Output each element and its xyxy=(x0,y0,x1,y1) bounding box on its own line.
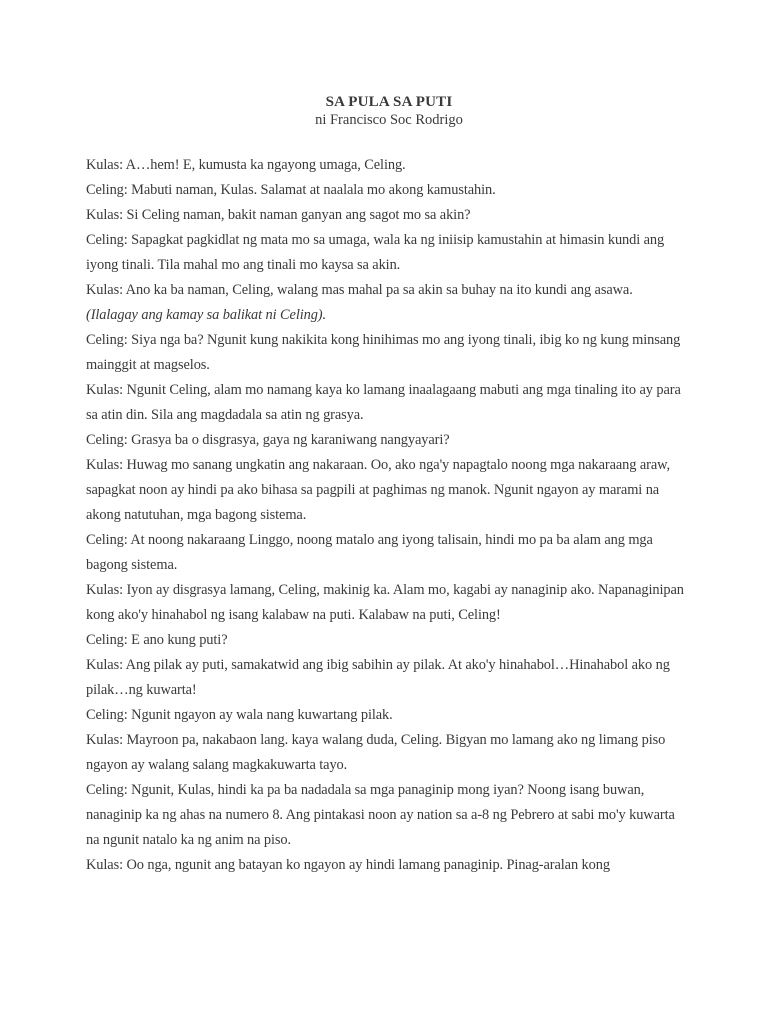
script-body xyxy=(86,153,684,878)
dialogue-line: Celing: Grasya ba o disgrasya, gaya ng karaniwang nangyayari? xyxy=(86,432,450,448)
dialogue-line: Kulas: Si Celing naman, bakit naman ganyan ang sagot mo sa akin? xyxy=(86,207,471,223)
dialogue-line: Kulas: Ang pilak ay puti, samakatwid ang ibig sabihin ay pilak. At ako'y hinahabol…Hinahabol ako ng pilak…ng kuwarta! xyxy=(86,657,670,698)
document-title: SA PULA SA PUTI xyxy=(325,94,453,110)
dialogue-line: Kulas: Oo nga, ngunit ang batayan ko ngayon ay hindi lamang panaginip. Pinag-aralan kong xyxy=(86,857,610,873)
dialogue-line: Kulas: Mayroon pa, nakabaon lang. kaya walang duda, Celing. Bigyan mo lamang ako ng limang piso ngayon ay walang salang magkakuwarta tayo. xyxy=(86,732,666,773)
dialogue-line: Celing: Sapagkat pagkidlat ng mata mo sa umaga, wala ka ng iniisip kamustahin at himasin kundi ang iyong tinali. Tila mahal mo ang tinali mo kaysa sa akin. xyxy=(86,232,665,273)
dialogue-line: Celing: E ano kung puti? xyxy=(86,632,228,648)
dialogue-line: Kulas: Iyon ay disgrasya lamang, Celing, makinig ka. Alam mo, kagabi ay nanaginip ako. Napanaginipan kong ako'y hinahabol ng isang kalabaw na puti. Kalabaw na puti, Celing! xyxy=(86,582,684,623)
document-author: ni Francisco Soc Rodrigo xyxy=(315,112,463,128)
dialogue-line: Kulas: Ngunit Celing, alam mo namang kaya ko lamang inaalagaang mabuti ang mga tinaling ito ay para sa atin din. Sila ang magdadala sa atin ng grasya. xyxy=(86,382,681,423)
dialogue-line: Celing: At noong nakaraang Linggo, noong matalo ang iyong talisain, hindi mo pa ba alam ang mga bagong sistema. xyxy=(86,532,653,573)
dialogue-line: Celing: Mabuti naman, Kulas. Salamat at naalala mo akong kamustahin. xyxy=(86,182,496,198)
dialogue-line: Celing: Siya nga ba? Ngunit kung nakikita kong hinihimas mo ang iyong tinali, ibig ko ng kung minsang mainggit at magselos. xyxy=(86,332,681,373)
stage-direction: (Ilalagay ang kamay sa balikat ni Celing). xyxy=(86,307,326,323)
dialogue-line: Kulas: Ano ka ba naman, Celing, walang mas mahal pa sa akin sa buhay na ito kundi ang asawa. xyxy=(86,282,633,298)
dialogue-line: Celing: Ngunit ngayon ay wala nang kuwartang pilak. xyxy=(86,707,393,723)
dialogue-line: Kulas: A…hem! E, kumusta ka ngayong umaga, Celing. xyxy=(86,157,406,173)
dialogue-line: Celing: Ngunit, Kulas, hindi ka pa ba nadadala sa mga panaginip mong iyan? Noong isang buwan, nanaginip ka ng ahas na numero 8. Ang pintakasi noon ay nation sa a-8 ng Pebrero at sabi mo'y kuwarta na ngunit natalo ka ng anim na piso. xyxy=(86,782,675,848)
dialogue-line: Kulas: Huwag mo sanang ungkatin ang nakaraan. Oo, ako nga'y napagtalo noong mga nakaraang araw, sapagkat noon ay hindi pa ako bihasa sa pagpili at paghimas ng manok. Ngunit ngayon ay marami na akong natutuhan, mga bagong sistema. xyxy=(86,457,670,523)
